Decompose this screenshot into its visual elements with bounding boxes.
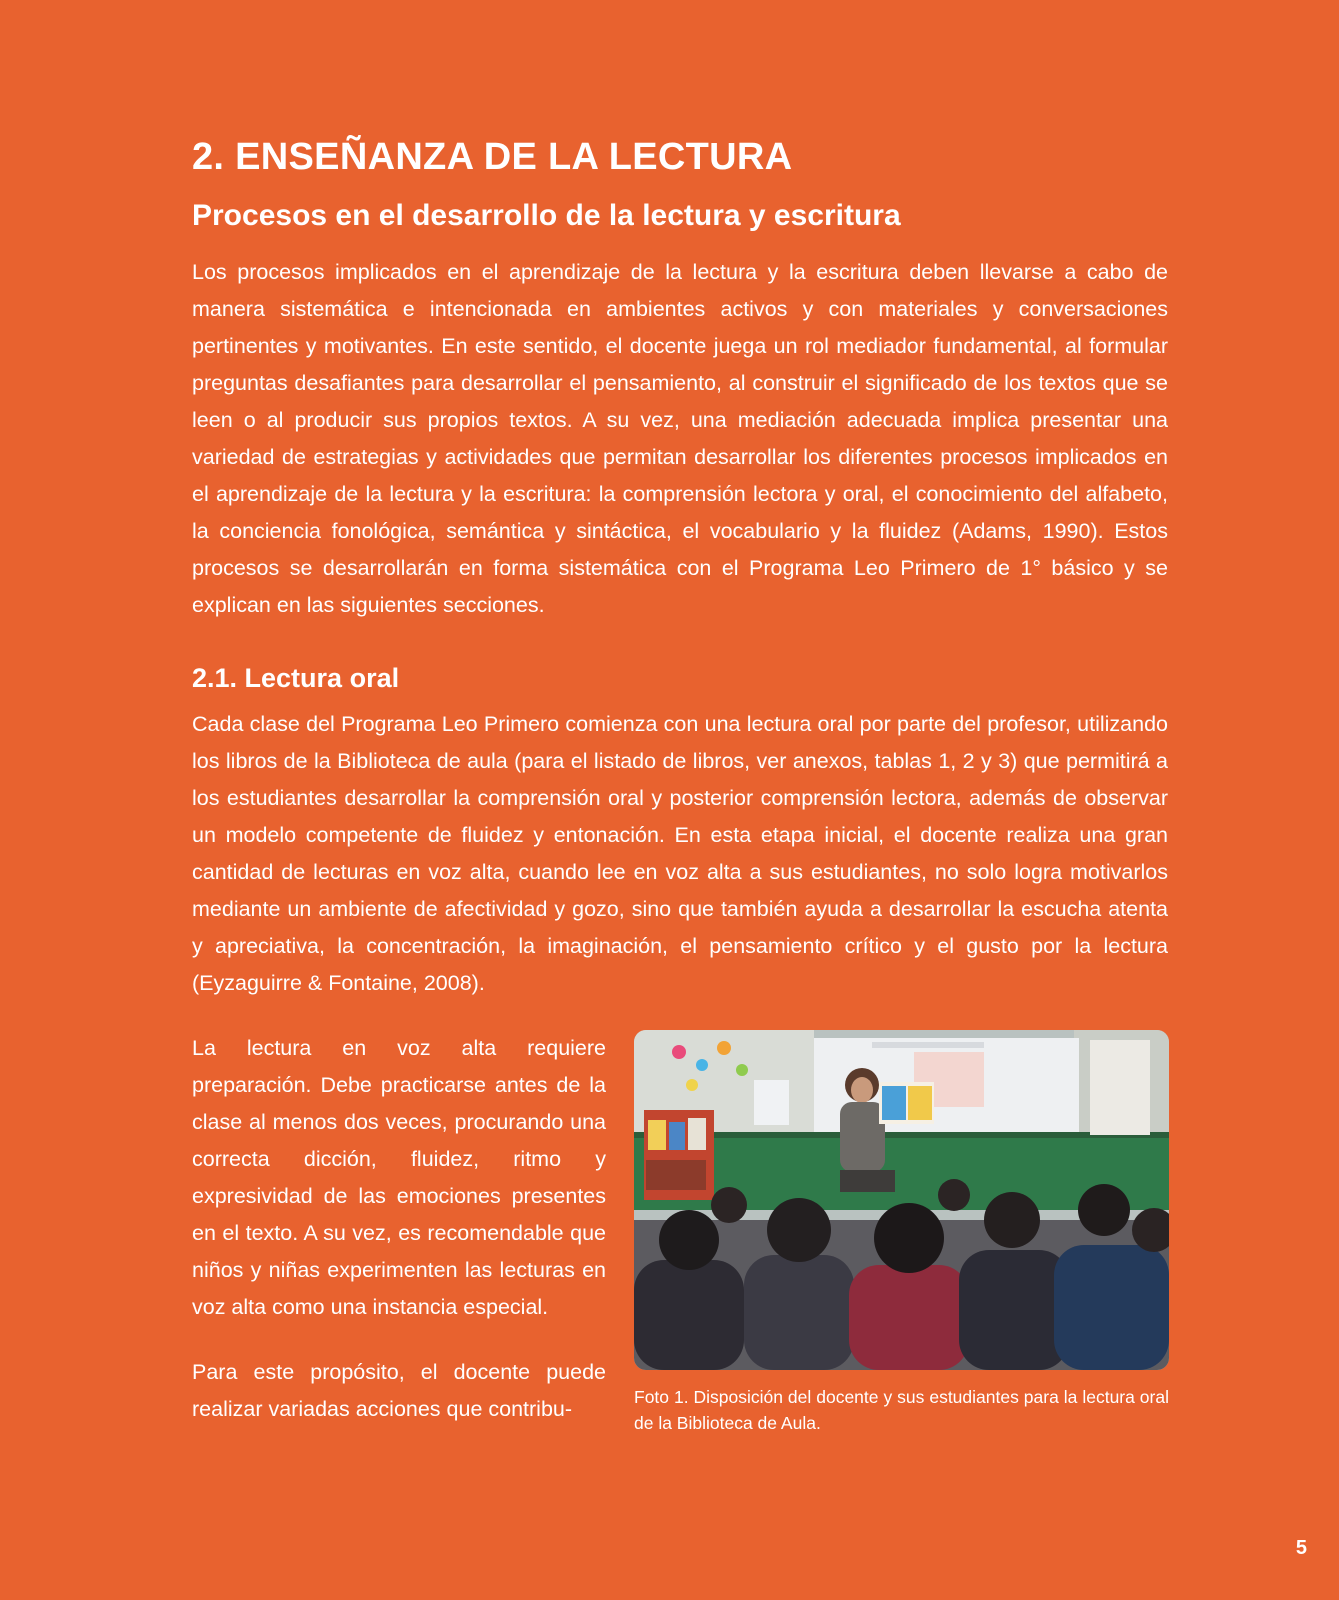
subsection-title: 2.1. Lectura oral [192,663,400,693]
subsection-paragraph: Cada clase del Programa Leo Primero comienza con una lectura oral por parte del profesor, utilizando los libros de la Biblioteca de aula (para el listado de libros, ver anexos, tablas 1, 2 y 3) que permitirá a los estudiantes desarrollar la comprensión oral y posterior comprensión lectora, además de observar un modelo competente de fluidez y entonación. En esta etapa inicial, el docente realiza una gran cantidad de lecturas en voz alta, cuando lee en voz alta a sus estudiantes, no solo logra motivarlos mediante un ambiente de afectividad y gozo, sino que también ayuda a desarrollar la escucha atenta y apreciativa, la concentración, la imaginación, el pensamiento crítico y el gusto por la lectura (Eyzaguirre & Fontaine, 2008). [192,712,1168,995]
intro-paragraph: Los procesos implicados en el aprendizaje de la lectura y la escritura deben llevarse a cabo de manera sistemática e intencionada en ambientes activos y con materiales y conversaciones pertinentes y motivantes. En este sentido, el docente juega un rol mediador fundamental, al formular preguntas desafiantes para desarrollar el pensamiento, al construir el significado de los textos que se leen o al producir sus propios textos. A su vez, una mediación adecuada implica presentar una variedad de estrategias y actividades que permitan desarrollar los diferentes procesos implicados en el aprendizaje de la lectura y la escritura: la comprensión lectora y oral, el conocimiento del alfabeto, la conciencia fonológica, semántica y sintáctica, el vocabulario y la fluidez (Adams, 1990). Estos procesos se desarrollarán en forma sistemática con el Programa Leo Primero de 1° básico y se explican en las siguientes secciones. [192,260,1168,617]
page-content [192,132,1168,1450]
page-number: 5 [1295,1537,1307,1559]
left-paragraph-2: Para este propósito, el docente puede realizar variadas acciones que contribu- [192,1360,606,1421]
photo-caption: Foto 1. Disposición del docente y sus estudiantes para la lectura oral de la Biblioteca de Aula. [634,1387,1169,1433]
classroom-photo [634,1030,1169,1370]
left-paragraph-1: La lectura en voz alta requiere preparación. Debe practicarse antes de la clase al menos dos veces, procurando una correcta dicción, fluidez, ritmo y expresividad de las emociones presentes en el texto. A su vez, es recomendable que niños y niñas experimenten las lecturas en voz alta como una instancia especial. [192,1036,606,1319]
left-column [192,1030,606,1428]
text-and-photo-section [192,1030,1168,1450]
right-column [634,1030,1169,1436]
subtitle: Procesos en el desarrollo de la lectura y escritura [192,199,901,232]
section-title: 2. ENSEÑANZA DE LA LECTURA [192,136,793,178]
